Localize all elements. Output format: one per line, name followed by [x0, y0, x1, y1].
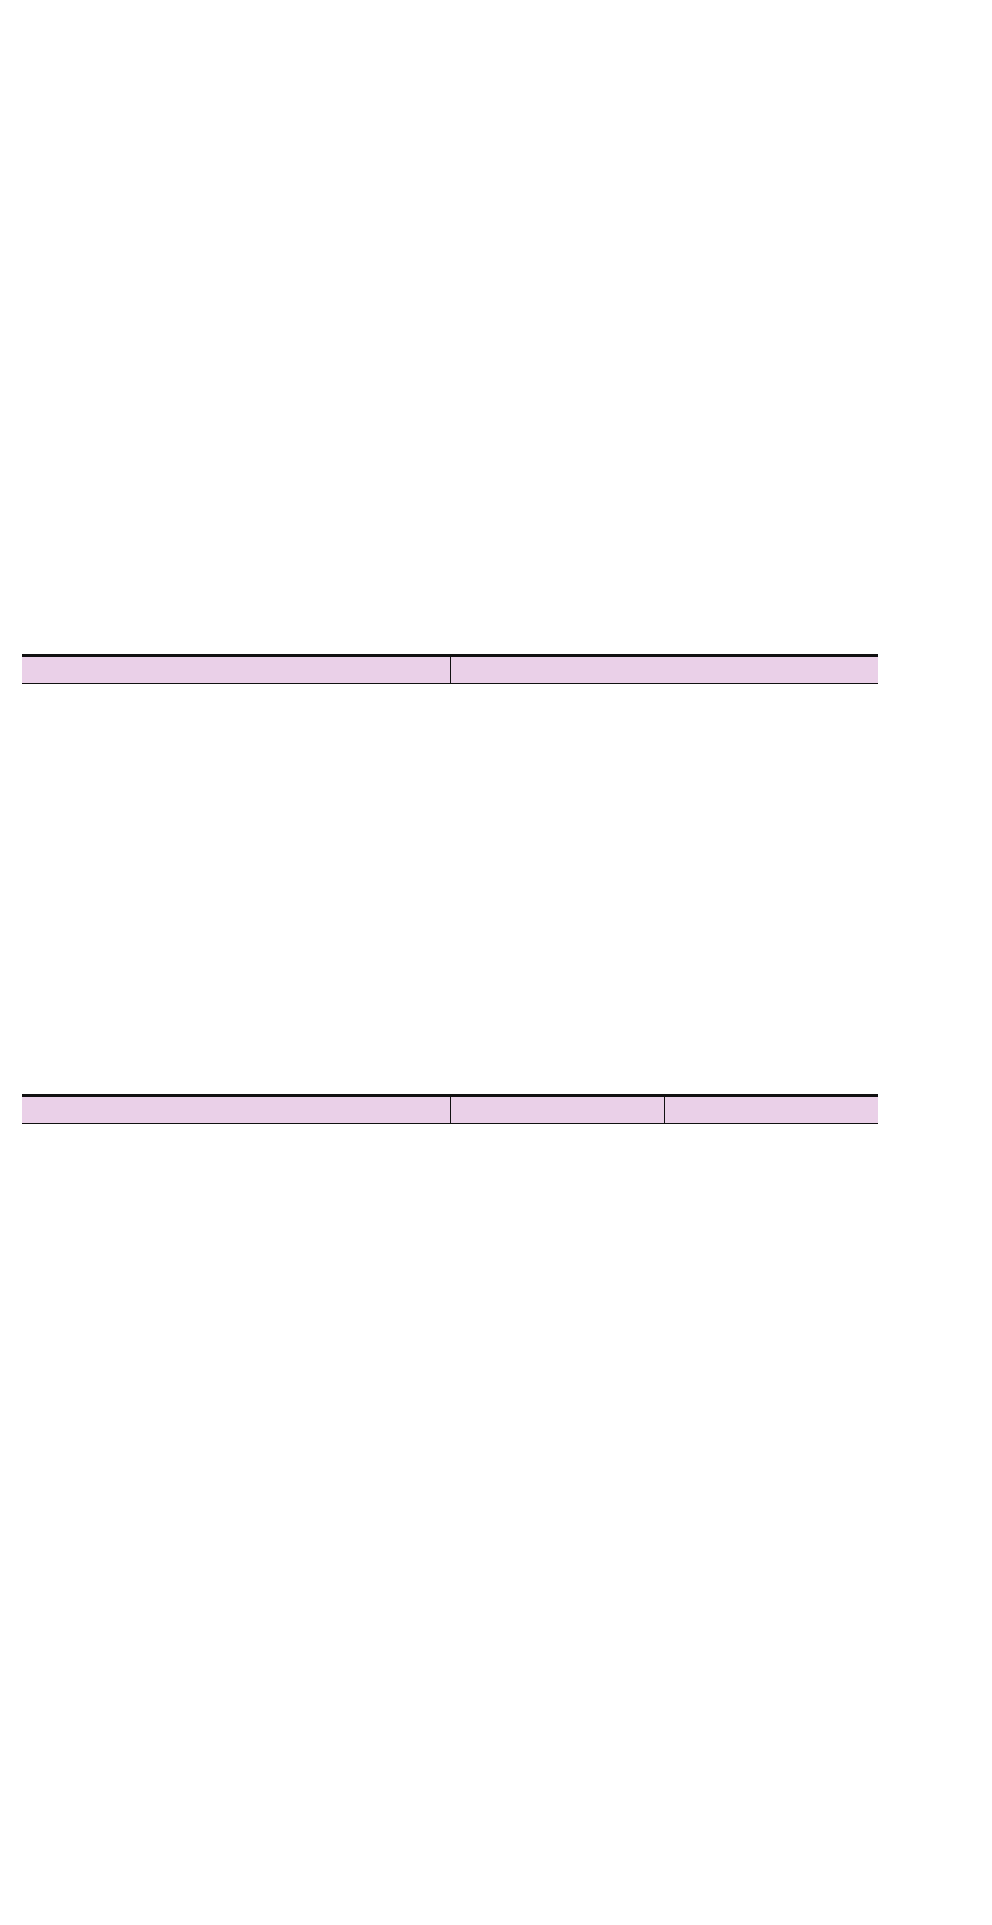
options-header-name [22, 656, 450, 684]
consumables-header-name [22, 1096, 450, 1124]
consumables-header-life [664, 1096, 878, 1124]
consumables-header-code [450, 1096, 664, 1124]
options-table [22, 654, 878, 684]
options-header-code [450, 656, 878, 684]
options-header-row [22, 656, 878, 684]
consumables-table [22, 1094, 878, 1124]
consumables-header-row [22, 1096, 878, 1124]
